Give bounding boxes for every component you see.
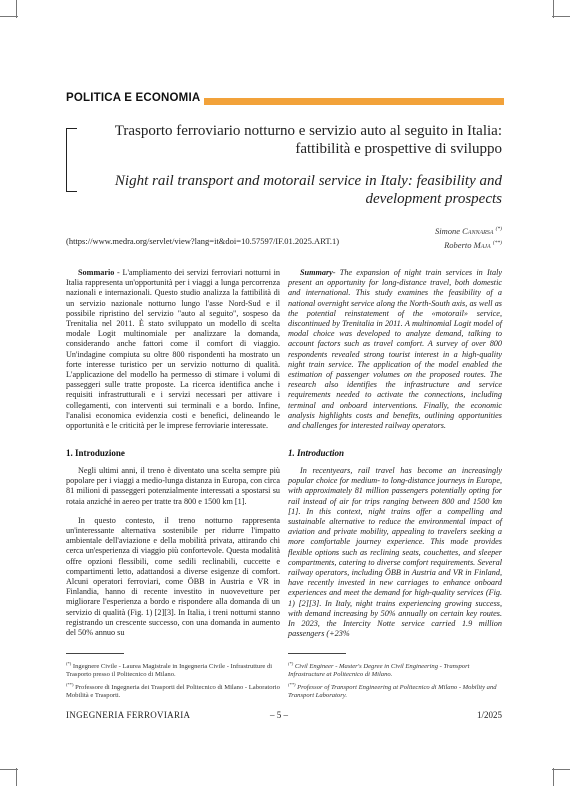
crop-mark xyxy=(0,16,18,17)
footnote xyxy=(66,660,280,680)
crop-mark xyxy=(0,769,18,770)
footer-page-number: – 5 – xyxy=(270,710,288,720)
intro-body-english xyxy=(288,466,502,648)
footnote-rule xyxy=(66,653,124,654)
crop-mark xyxy=(553,768,554,786)
title-italian: Trasporto ferroviario notturno e servizio auto al seguito in Italia: fattibilità e prospettive di sviluppo xyxy=(114,123,502,157)
paragraph: Negli ultimi anni, il treno è diventato una scelta sempre più popolare per i viaggi a medio-lunga distanza in Europa, con circa 81 milioni di passeggeri potenzialmente interessati a spostarsi su rotaia anziché in aereo per tratte tra 800 e 1500 km [1]. xyxy=(66,466,280,506)
author-footnote-mark: (**) xyxy=(492,239,502,246)
author-last-name: Cannarsa xyxy=(462,225,494,236)
abstract-text: - L'ampliamento dei servizi ferroviari notturni in Italia rappresenta un'opportunità per i viaggi a lunga percorrenza nazionali e internazionali. Questo studio analizza la fattibilità di un servizio nazionale notturno lungo l'asse Nord-Sud e il possibile ripristino del servizio "auto al seguito", sospeso da Trenitalia nel 2011. È stato sviluppato un modello di scelta modale Logit multinomiale per analizzare la domanda, considerando anche fattori come il comfort di viaggio. Un'indagine compiuta su oltre 800 rispondenti ha mostrato un forte interesse turistico per un servizio notturno di qualità. L'applicazione del modello ha permesso di stimare i volumi di passeggeri sulle tratte proposte. La ricerca identifica anche i requisiti infrastrutturali e i servizi necessari per attivare i collegamenti, con interventi sui terminali e a bordo. Infine, l'analisi economica evidenzia costi e benefici, delineando le opportunità e le criticità per le imprese ferroviarie interessate. xyxy=(66,268,280,431)
footnote-mark: (*) xyxy=(288,661,294,666)
crop-mark xyxy=(552,769,570,770)
author-2 xyxy=(435,237,502,251)
footnote-mark: (**) xyxy=(288,681,296,687)
crop-mark xyxy=(16,768,17,786)
footnote xyxy=(288,681,502,701)
author-list xyxy=(435,223,502,251)
footnote-text: Professore di Ingegneria dei Trasporti del Politecnico di Milano - Laboratorio Mobilità e Trasporti. xyxy=(66,683,280,699)
section-label: POLITICA E ECONOMIA xyxy=(66,92,201,104)
intro-heading-english: 1. Introduction xyxy=(288,448,345,458)
footnote-text: Civil Engineer - Master's Degree in Civil Engineering - Transport Infrastructure at Politecnico di Milano. xyxy=(288,663,470,679)
abstract-label: Summary xyxy=(300,268,333,277)
title-bracket xyxy=(66,128,77,192)
footnote-text: Ingegnere Civile - Laurea Magistrale in Ingegneria Civile - Infrastrutture di Trasporto presso il Politecnico di Milano. xyxy=(66,663,273,679)
paragraph: In questo contesto, il treno notturno rappresenta un'interessante alternativa sostenibile per ridurre l'impatto ambientale dell'aviazione e della mobilità privata, attirando chi cerca un'esperienza di viaggio più confortevole. Questa modalità offre opzioni flessibili, come sedili reclinabili, cuccette e compartimenti letto, adattandosi a diverse esigenze di comfort. Alcuni operatori ferroviari, come ÖBB in Austria e VR in Finlandia, hanno di recente investito in nuovevetture per migliorare l'esperienza a bordo e rispondere alla domanda di un servizio di qualità (Fig. 1) [2][3]. In Italia, i treni notturni stanno registrando un crescente successo, con una domanda in aumento del 50% annuo su xyxy=(66,515,280,638)
footnote-rule xyxy=(288,653,346,654)
title-english: Night rail transport and motorail service in Italy: feasibility and development prospects xyxy=(114,173,502,207)
footnotes-english xyxy=(288,660,502,701)
author-first-name: Roberto xyxy=(444,239,472,250)
footnote-mark: (*) xyxy=(66,661,72,666)
intro-heading-italian: 1. Introduzione xyxy=(66,448,125,458)
abstract-italian xyxy=(66,268,280,431)
author-first-name: Simone xyxy=(434,225,460,236)
author-footnote-mark: (*) xyxy=(495,226,502,232)
section-accent-bar xyxy=(204,98,504,105)
author-1 xyxy=(435,223,502,237)
footnotes-italian xyxy=(66,660,280,701)
footnote xyxy=(66,681,280,701)
footer-journal-name: INGEGNERIA FERROVIARIA xyxy=(66,710,191,720)
intro-body-italian xyxy=(66,466,280,647)
abstract-label: Sommario xyxy=(78,268,115,277)
footer-issue: 1/2025 xyxy=(476,710,502,720)
crop-mark xyxy=(552,16,570,17)
footnote-mark: (**) xyxy=(66,681,74,687)
footnote xyxy=(288,660,502,680)
paragraph: In recentyears, rail travel has become an increasingly popular choice for medium- to long-distance journeys in Europe, with approximately 81 million passengers potentially opting for rail instead of air for trips ranging between 800 and 1500 km [1]. In this context, night trains offer a compelling and sustainable alternative to reduce the environmental impact of aviation and private mobility, appealing to travelers seeking a more comfortable journey experience. This mode provides flexible options such as reclining seats, couchettes, and sleeper compartments, catering to diverse comfort requirements. Several railway operators, including ÖBB in Austria and VR in Finland, have recently invested in new carriages to enhance onboard experiences and meet the demand for high-quality services (Fig. 1) [2][3]. In Italy, night trains experiencing growing success, with demand increasing by 50% annually on certain key routes. In 2023, the Intercity Notte service carried 1.9 million passengers (+23% xyxy=(288,466,502,639)
footnote-text: Professor of Transport Engineering at Politecnico di Milano - Mobility and Transport Laboratory. xyxy=(288,683,497,699)
author-last-name: Maja xyxy=(473,239,491,250)
doi-link[interactable]: (https://www.medra.org/servlet/view?lang=it&doi=10.57597/IF.01.2025.ART.1) xyxy=(66,236,340,246)
abstract-english xyxy=(288,268,502,431)
abstract-text: - The expansion of night train services in Italy present an opportunity for long-distance travel, both domestic and international. This study examines the feasibility of a national overnight service along the North-South axis, as well as the potential reinstatement of the «motorail» service, discontinued by Trenitalia in 2011. A multinomial Logit model of modal choice was developed to analyze demand, talking to account factors such as travel comfort. A survey of over 800 respondents revealed strong tourist interest in a high-quality night train service. The application of the model enabled the estimation of passenger volumes on the proposed routes. The research also identifies the infrastructure and service requirements needed to activate the connections, including terminal and onboard interventions. Finally, the economic analysis highlights costs and benefits, outlining opportunities and challenges for interested railway operators. xyxy=(288,268,502,431)
